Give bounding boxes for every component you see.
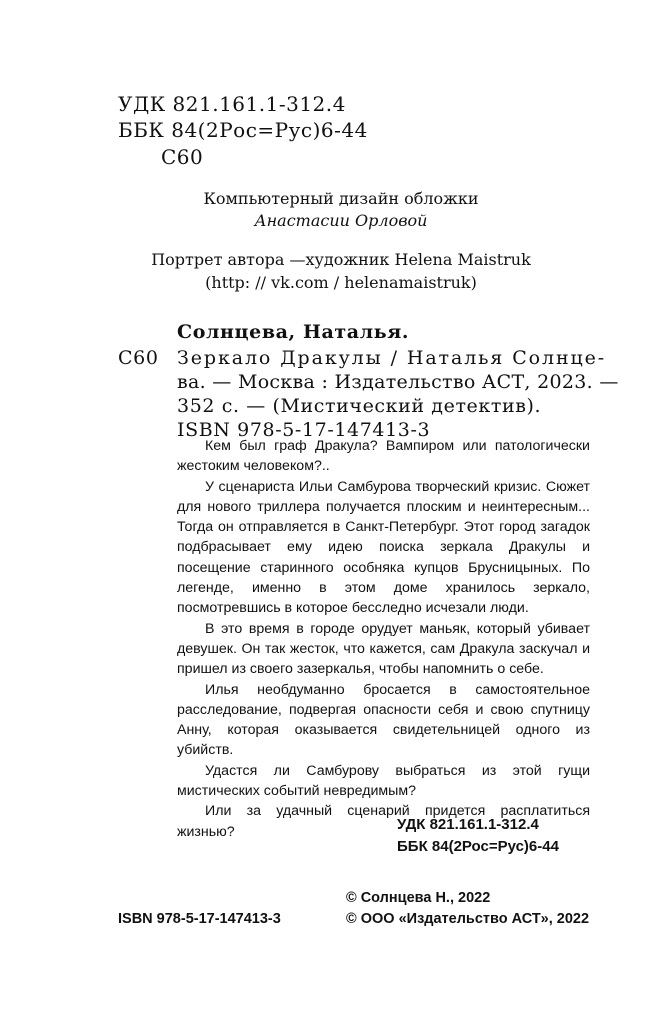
- cover-designer-name: Анастасии Орловой: [254, 211, 428, 230]
- annotation: [177, 436, 590, 842]
- entry-title-line-2: ва. — Москва : Издательство АСТ, 2023. —: [177, 371, 619, 393]
- annotation-bbk: ББК 84(2Рос=Рус)6-44: [397, 838, 559, 855]
- entry-title-line-3: 352 с. — (Мистический детектив).: [177, 395, 542, 417]
- cover-design-label: Компьютерный дизайн обложки: [203, 189, 479, 208]
- author-mark: С60: [161, 145, 204, 169]
- copyright-author: © Солнцева Н., 2022: [346, 890, 491, 906]
- entry-title-line-1: Зеркало Дракулы / Наталья Солнце-: [177, 347, 607, 369]
- copyright-publisher: © ООО «Издательство АСТ», 2022: [346, 911, 590, 927]
- annotation-paragraph: У сценариста Ильи Самбурова творческий кризис. Сюжет для нового триллера получается плоским и неинтересным... Тогда он отправляется в Санкт-Петербург. Этот город загадок подбрасывает ему идею поиска зеркала Дракулы и посещение старинного особняка купцов Брусницыных. По легенде, именно в этом доме хранилось зеркало, посмотревшись в которое бесследно исчезали люди.: [177, 478, 590, 617]
- portrait-link: (http: // vk.com / helenamaistruk): [205, 273, 477, 292]
- entry-isbn: ISBN 978-5-17-147413-3: [177, 419, 431, 441]
- annotation-paragraph: Или за удачный сценарий придется расплатиться жизнью?: [177, 803, 590, 840]
- author-heading: Солнцева, Наталья.: [177, 321, 410, 343]
- annotation-paragraph: Кем был граф Дракула? Вампиром или патологически жестоким человеком?..: [177, 438, 590, 475]
- annotation-paragraph: Удастся ли Самбурову выбраться из этой гущи мистических событий невредимым?: [177, 762, 590, 800]
- footer-isbn: ISBN 978-5-17-147413-3: [118, 911, 281, 927]
- udk-code: УДК 821.161.1-312.4: [118, 92, 346, 116]
- annotation-paragraph: Илья необдуманно бросается в самостоятельное расследование, подвергая опасности себя и свою спутницу Анну, которая оказывается свидетельницей одного из убийств.: [177, 681, 590, 759]
- annotation-udk: УДК 821.161.1-312.4: [397, 816, 539, 833]
- bbk-code: ББК 84(2Рос=Рус)6-44: [118, 118, 368, 142]
- annotation-paragraph: В это время в городе орудует маньяк, который убивает девушек. Он так жесток, что кажется, сам Дракула заскучал и пришел из своего зазеркалья, чтобы напомнить о себе.: [177, 620, 590, 678]
- entry-author-mark: С60: [118, 347, 159, 369]
- portrait-credit: Портрет автора —художник Helena Maistruk: [151, 250, 531, 269]
